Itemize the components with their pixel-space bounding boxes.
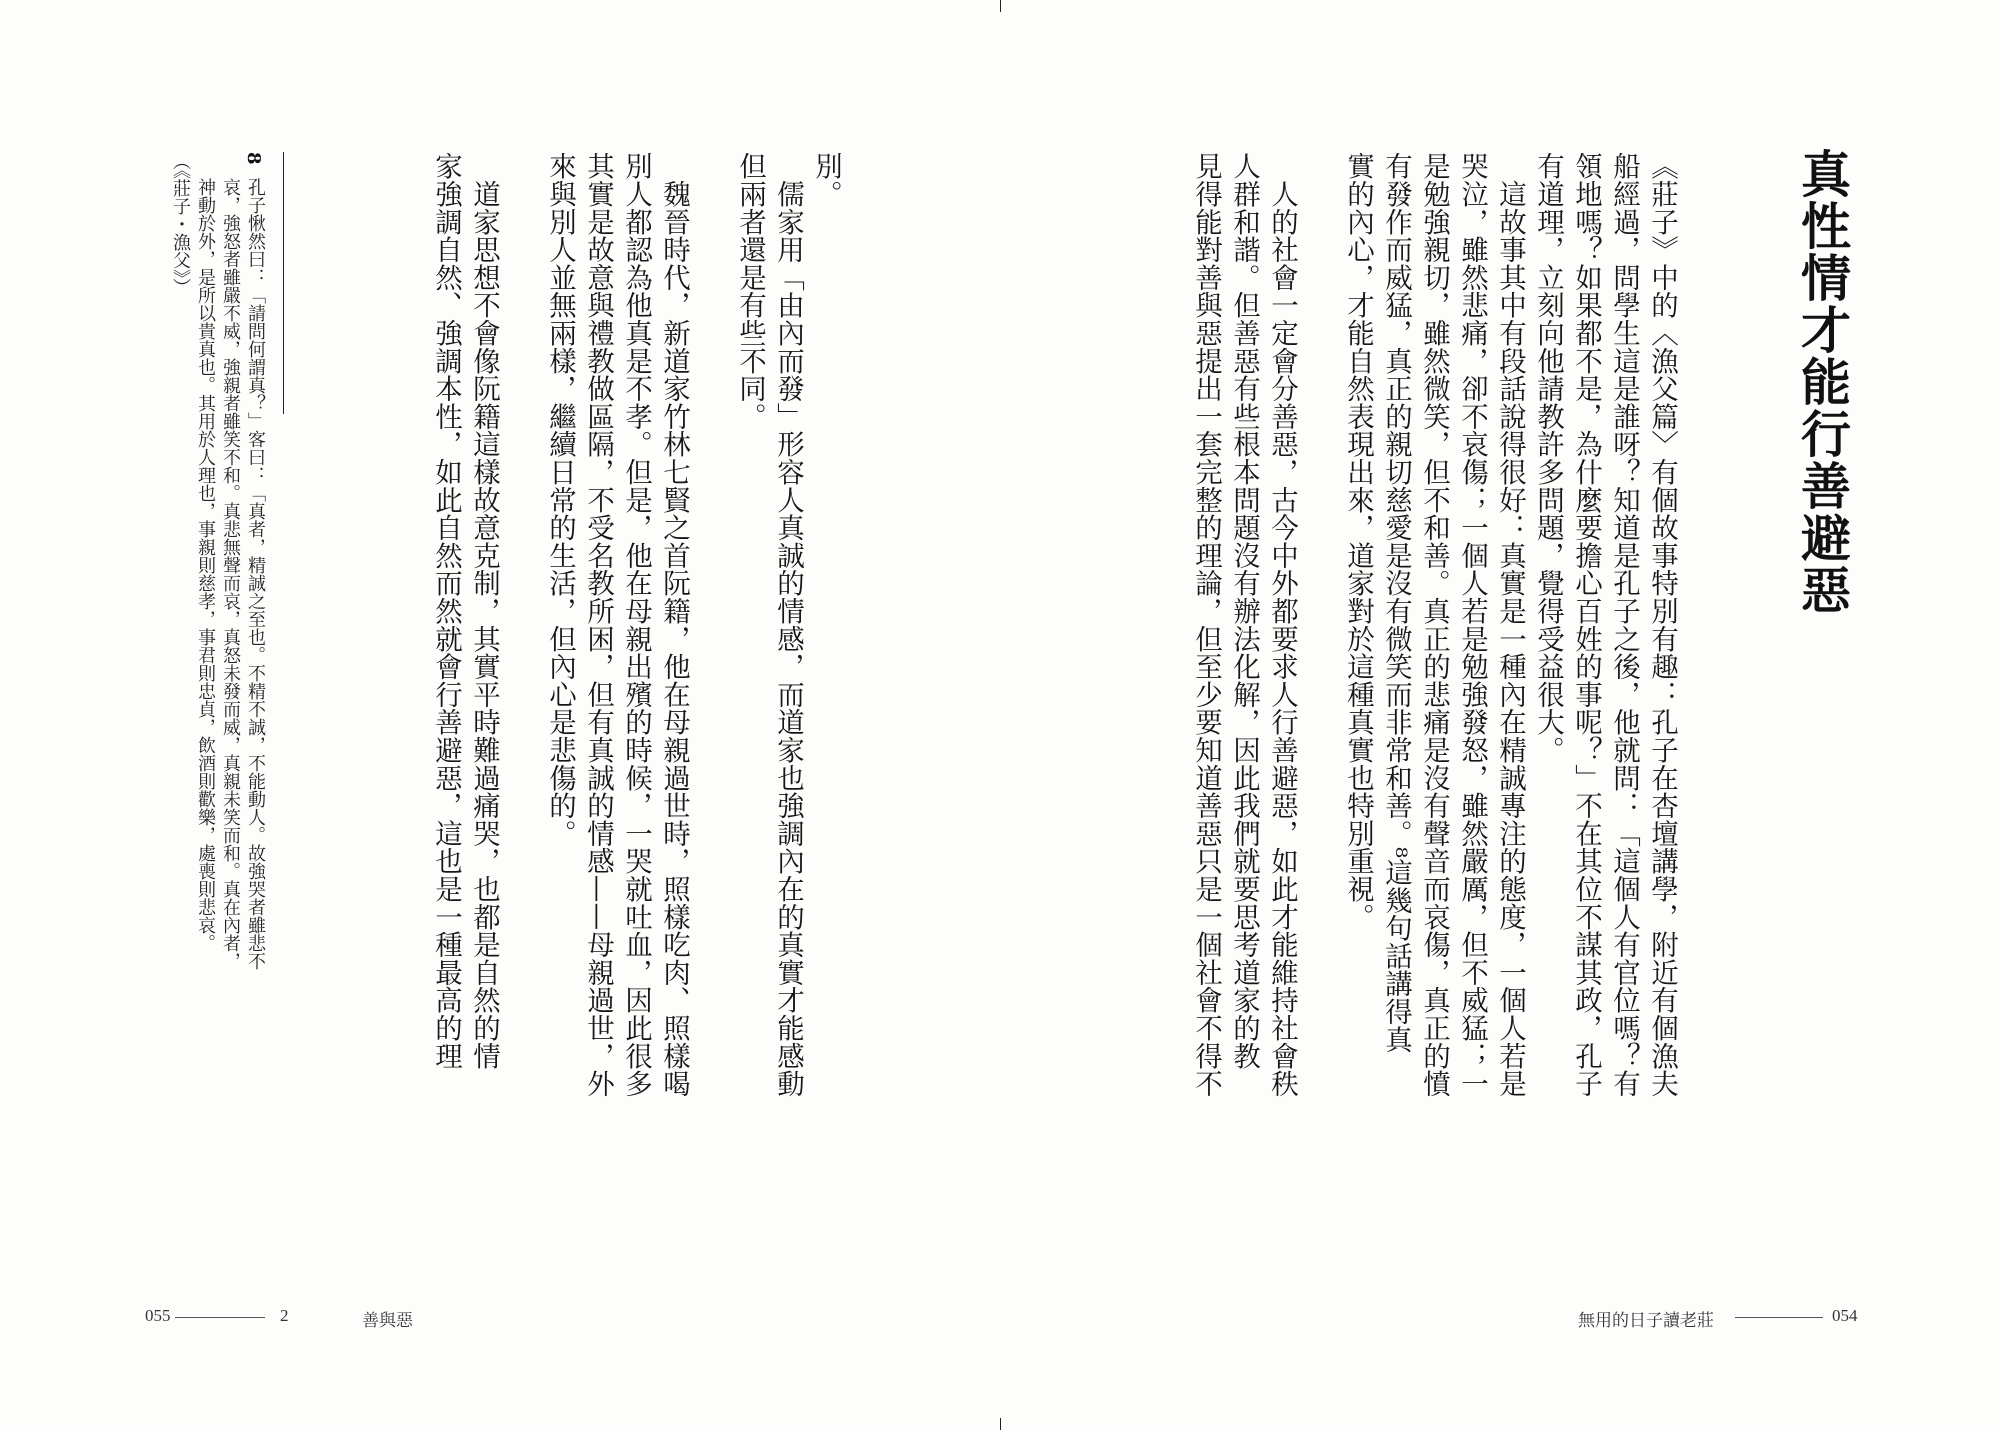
right-page-column: 是勉強親切，雖然微笑，但不和善。真正的悲痛是沒有聲音而哀傷，真正的憤 <box>1418 152 1450 1098</box>
right-page-column: 這故事其中有段話說得很好：真實是一種內在精誠專注的態度，一個人若是 <box>1494 179 1526 1098</box>
crop-mark-top <box>1000 0 1001 12</box>
book-title: 無用的日子讀老莊 <box>1578 1311 1714 1330</box>
right-page-column: 人群和諧。但善惡有些根本問題沒有辦法化解，因此我們就要思考道家的教 <box>1228 152 1260 1070</box>
left-page-column: 別。 <box>810 152 842 208</box>
left-page-number: 055 <box>145 1306 171 1325</box>
right-page-column: 有發作而威猛，真正的親切慈愛是沒有微笑而非常和善。⁸這幾句話講得真 <box>1380 152 1412 1053</box>
left-page-column: 家強調自然、強調本性，如此自然而然就會行善避惡，這也是一種最高的理 <box>430 152 462 1070</box>
left-page-column: 魏晉時代，新道家竹林七賢之首阮籍，他在母親過世時，照樣吃肉、照樣喝 <box>658 179 690 1098</box>
crop-mark-bottom <box>1000 1418 1001 1430</box>
chapter-number: 2 <box>280 1306 289 1325</box>
right-page-column: 領地嗎？如果都不是，為什麼要擔心百姓的事呢？」不在其位不謀其政，孔子 <box>1570 152 1602 1098</box>
chapter-title: 善與惡 <box>362 1311 413 1330</box>
right-page-column: 《莊子》中的〈漁父篇〉有個故事特別有趣：孔子在杏壇講學，附近有個漁夫 <box>1646 152 1678 1098</box>
left-page-column: 儒家用「由內而發」形容人真誠的情感，而道家也強調內在的真實才能感動 <box>772 179 804 1098</box>
left-page-column: 別人都認為他真是不孝。但是，他在母親出殯的時候，一哭就吐血，因此很多 <box>620 152 652 1098</box>
right-page-number: 054 <box>1832 1306 1858 1325</box>
left-page-column: 其實是故意與禮教做區隔，不受名教所困，但有真誠的情感——母親過世，外 <box>582 152 614 1098</box>
footnote-column: 神動於外，是所以貴真也。其用於人理也，事親則慈孝，事君則忠貞，飲酒則歡樂，處喪則悲哀。 <box>195 178 216 952</box>
left-footer-rule <box>175 1317 265 1318</box>
footnote-number: 8 <box>243 152 264 165</box>
footnote-column: （《莊子・漁父》） <box>170 152 191 296</box>
right-page-column: 哭泣，雖然悲痛，卻不哀傷；一個人若是勉強發怒，雖然嚴厲，但不威猛；一 <box>1456 152 1488 1098</box>
right-page-column: 船經過，問學生這是誰呀？知道是孔子之後，他就問：「這個人有官位嗎？有 <box>1608 152 1640 1098</box>
right-footer-rule <box>1735 1317 1823 1318</box>
right-page-column: 實的內心，才能自然表現出來，道家對於這種真實也特別重視。 <box>1342 152 1374 931</box>
left-page-column: 但兩者還是有些不同。 <box>734 152 766 430</box>
right-page-column: 人的社會一定會分善惡，古今中外都要求人行善避惡，如此才能維持社會秩 <box>1266 179 1298 1098</box>
right-page-column: 見得能對善與惡提出一套完整的理論，但至少要知道善惡只是一個社會不得不 <box>1190 152 1222 1098</box>
right-page-column: 有道理，立刻向他請教許多問題，覺得受益很大。 <box>1532 152 1564 764</box>
footnote-column: 孔子愀然曰：「請問何謂真？」客曰：「真者，精誠之至也。不精不誠，不能動人。故強哭者雖悲不 <box>245 178 266 970</box>
footnote-rule <box>283 152 284 414</box>
footnote-column: 哀，強怒者雖嚴不威，強親者雖笑不和。真悲無聲而哀，真怒未發而威，真親未笑而和。真在內者， <box>220 178 241 970</box>
left-page-column: 來與別人並無兩樣，繼續日常的生活，但內心是悲傷的。 <box>544 152 576 847</box>
left-page-column: 道家思想不會像阮籍這樣故意克制，其實平時難過痛哭，也都是自然的情 <box>468 179 500 1070</box>
section-heading: 真性情才能行善避惡 <box>1793 148 1852 616</box>
